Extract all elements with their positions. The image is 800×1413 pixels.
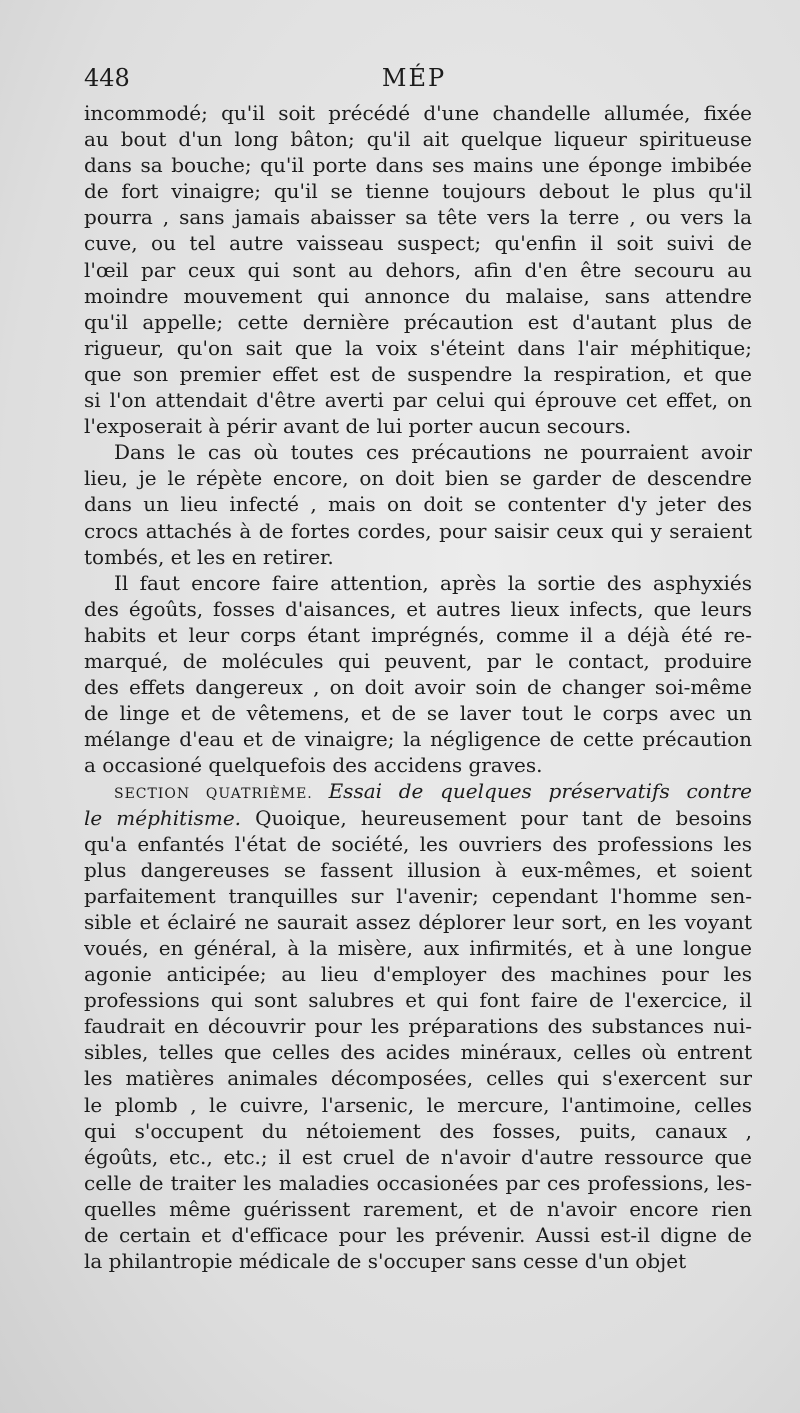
text-line: incommodé; qu'il soit précédé d'une chandelle allumée, fixée	[84, 101, 752, 125]
text-line: l'exposerait à périr avant de lui porter aucun secours.	[84, 414, 632, 439]
text-line: sible et éclairé ne saurait assez déplorer leur sort, en les voyant	[84, 909, 752, 934]
text-line: lieu, je le répète encore, on doit bien se garder de descendre	[84, 466, 752, 491]
text-line: des effets dangereux , on doit avoir soin de changer soi-même	[84, 675, 752, 700]
text-line: la philantropie médicale de s'occuper sans cesse d'un objet	[84, 1249, 687, 1274]
section-label: SECTION QUATRIÈME.	[114, 786, 329, 803]
text-line: habits et leur corps étant imprégnés, comme il a déjà été re-	[84, 622, 752, 647]
text-line: cuve, ou tel autre vaisseau suspect; qu'enfin il soit suivi de	[84, 231, 752, 256]
section-title: le méphitisme.	[84, 805, 256, 830]
text-line: qu'a enfantés l'état de société, les ouvriers des professions les	[84, 831, 752, 856]
text-line: Il faut encore faire attention, après la sortie des asphyxiés	[114, 570, 752, 595]
text-line: si l'on attendait d'être averti par celui qui éprouve cet effet, on	[84, 388, 752, 413]
text-line: dans un lieu infecté , mais on doit se contenter d'y jeter des	[84, 492, 752, 517]
page-number: 448	[84, 64, 130, 92]
text-line: professions qui sont salubres et qui font faire de l'exercice, il	[84, 988, 752, 1013]
body-text	[84, 100, 752, 1274]
text-line: des égoûts, fosses d'aisances, et autres lieux infects, que leurs	[84, 596, 752, 621]
text-line: pourra , sans jamais abaisser sa tête vers la terre , ou vers la	[84, 205, 752, 230]
text-line: de linge et de vêtemens, et de se laver tout le corps avec un	[84, 701, 752, 726]
page-header	[84, 64, 744, 100]
text-line	[84, 778, 752, 804]
text-line: crocs attachés à de fortes cordes, pour saisir ceux qui y seraient	[84, 518, 752, 543]
text-line: a occasioné quelquefois des accidens graves.	[84, 753, 543, 778]
text-line: agonie anticipée; au lieu d'employer des machines pour les	[84, 962, 752, 987]
text-line: quelles même guérissent rarement, et de n'avoir encore rien	[84, 1196, 752, 1221]
text-line: voués, en général, à la misère, aux infirmités, et à une longue	[84, 936, 752, 960]
text-line: rigueur, qu'on sait que la voix s'éteint dans l'air méphitique;	[84, 335, 752, 360]
text-line: qu'il appelle; cette dernière précaution est d'autant plus de	[84, 309, 752, 334]
text-line: sibles, telles que celles des acides minéraux, celles où entrent	[84, 1040, 752, 1065]
text-line: faudrait en découvrir pour les préparations des substances nui-	[84, 1014, 752, 1039]
text-line: mélange d'eau et de vinaigre; la négligence de cette précaution	[84, 727, 752, 752]
text-line: de certain et d'efficace pour les prévenir. Aussi est-il digne de	[84, 1223, 752, 1248]
text-line: de fort vinaigre; qu'il se tienne toujours debout le plus qu'il	[84, 179, 752, 204]
running-head: MÉP	[381, 64, 447, 92]
text-line: Dans le cas où toutes ces précautions ne pourraient avoir	[114, 440, 752, 465]
text-line: l'œil par ceux qui sont au dehors, afin d'en être secouru au	[84, 257, 752, 282]
text-line: égoûts, etc., etc.; il est cruel de n'avoir d'autre ressource que	[84, 1144, 752, 1169]
text-line: moindre mouvement qui annonce du malaise, sans attendre	[84, 283, 752, 308]
text-line: marqué, de molécules qui peuvent, par le contact, produire	[84, 648, 752, 673]
text-line	[84, 805, 752, 831]
text-line: le plomb , le cuivre, l'arsenic, le mercure, l'antimoine, celles	[84, 1092, 752, 1117]
text-line: au bout d'un long bâton; qu'il ait quelque liqueur spiritueuse	[84, 127, 752, 152]
line-text: Quoique, heureusement pour tant de besoins	[255, 805, 752, 830]
text-line: qui s'occupent du nétoiement des fosses, puits, canaux ,	[84, 1118, 752, 1143]
text-line: que son premier effet est de suspendre la respiration, et que	[84, 361, 752, 386]
text-line: les matières animales décomposées, celles qui s'exercent sur	[84, 1066, 752, 1091]
text-line: parfaitement tranquilles sur l'avenir; cependant l'homme sen-	[84, 883, 752, 908]
text-line: tombés, et les en retirer.	[84, 544, 334, 569]
text-line: plus dangereuses se fassent illusion à eux-mêmes, et soient	[84, 857, 752, 882]
section-title: Essai de quelques préservatifs contre	[328, 779, 752, 804]
text-line: dans sa bouche; qu'il porte dans ses mains une éponge imbibée	[84, 153, 752, 178]
text-line: celle de traiter les maladies occasionées par ces professions, les-	[84, 1170, 752, 1195]
